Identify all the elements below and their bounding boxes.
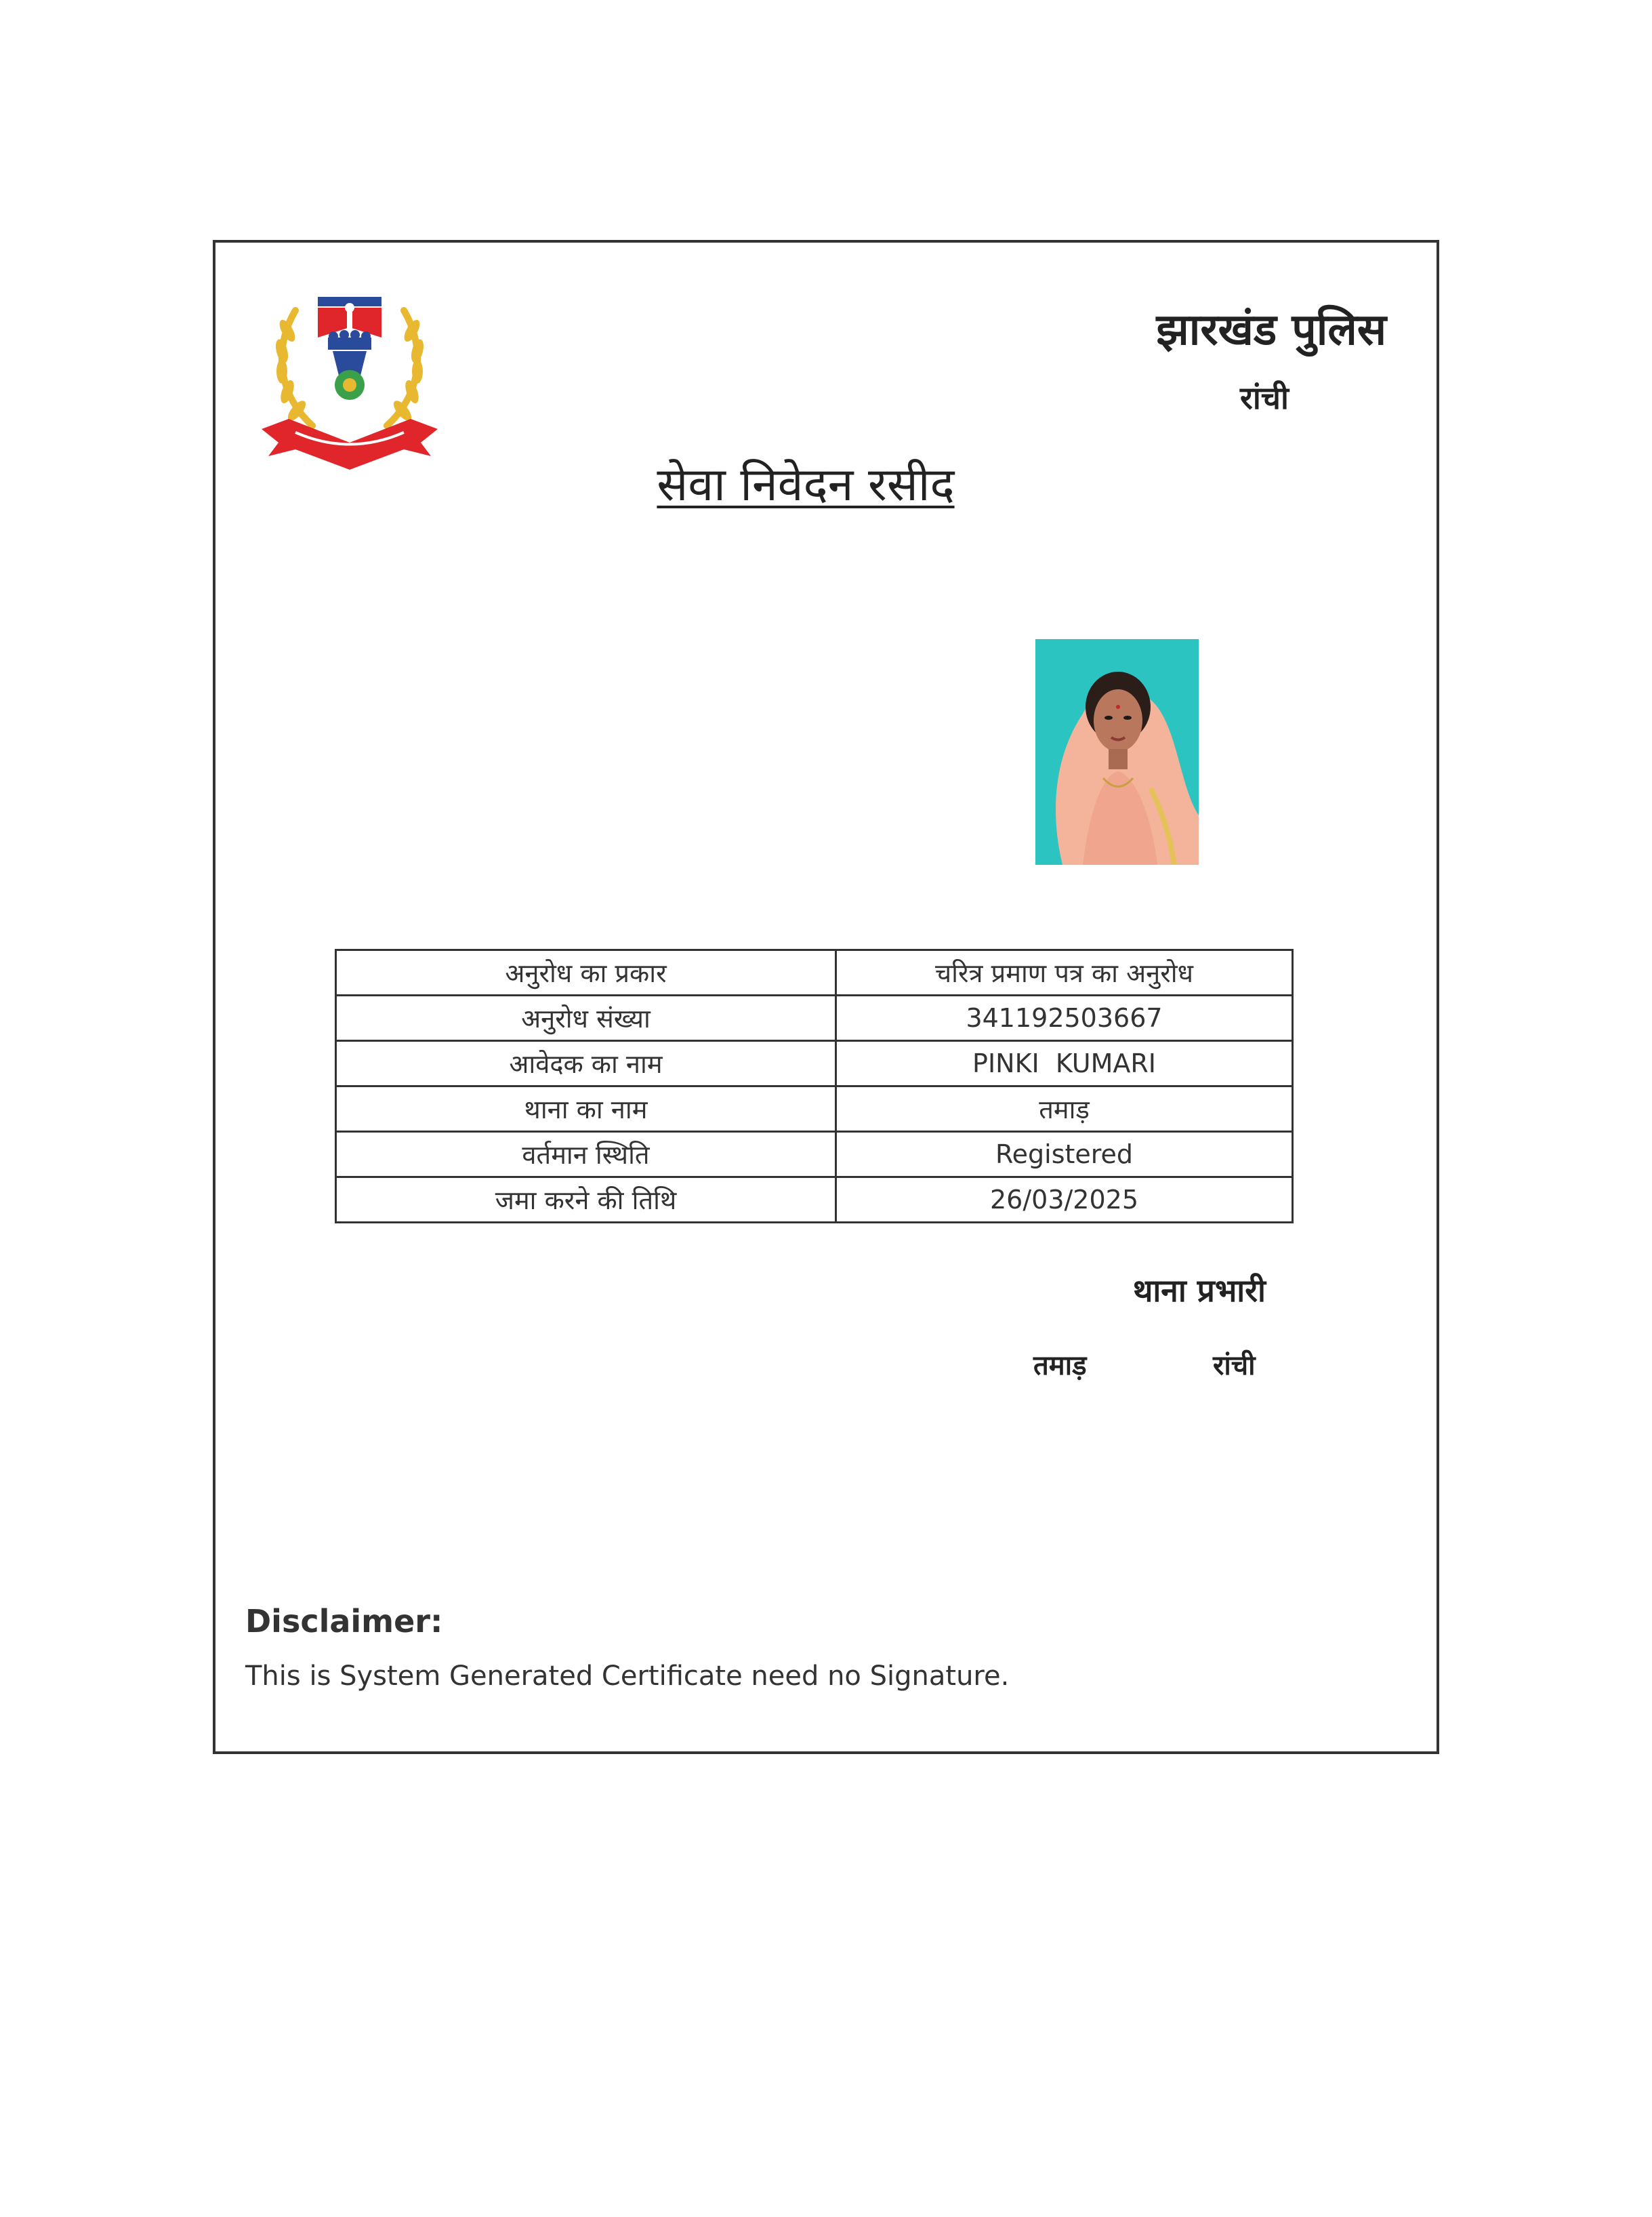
police-station-label: थाना का नाम <box>336 1086 836 1132</box>
disclaimer-heading: Disclaimer: <box>245 1603 443 1640</box>
disclaimer-text: This is System Generated Certificate need no Signature. <box>245 1661 1010 1692</box>
table-row <box>336 996 1293 1041</box>
request-type-label: अनुरोध का प्रकार <box>336 950 836 996</box>
table-row <box>336 1132 1293 1177</box>
applicant-photo <box>1035 639 1199 865</box>
signatory-city: रांची <box>1213 1350 1256 1381</box>
signatory-title: थाना प्रभारी <box>1133 1272 1266 1309</box>
police-station-value: तमाड़ <box>836 1086 1293 1132</box>
current-status-value: Registered <box>836 1132 1293 1177</box>
document-title: सेवा निवेदन रसीद <box>657 458 955 512</box>
current-status-label: वर्तमान स्थिति <box>336 1132 836 1177</box>
table-row <box>336 950 1293 996</box>
organization-city: रांची <box>1240 380 1289 416</box>
table-row <box>336 1177 1293 1223</box>
applicant-name-label: आवेदक का नाम <box>336 1041 836 1086</box>
applicant-name-value: PINKI KUMARI <box>836 1041 1293 1086</box>
submission-date-label: जमा करने की तिथि <box>336 1177 836 1223</box>
submission-date-value: 26/03/2025 <box>836 1177 1293 1223</box>
signatory-thana: तमाड़ <box>1033 1350 1087 1381</box>
organization-name: झारखंड पुलिस <box>1156 305 1386 355</box>
table-row <box>336 1086 1293 1132</box>
request-number-label: अनुरोध संख्या <box>336 996 836 1041</box>
request-number-value: 341192503667 <box>836 996 1293 1041</box>
table-row <box>336 1041 1293 1086</box>
request-type-value: चरित्र प्रमाण पत्र का अनुरोध <box>836 950 1293 996</box>
request-details-table <box>335 949 1294 1223</box>
